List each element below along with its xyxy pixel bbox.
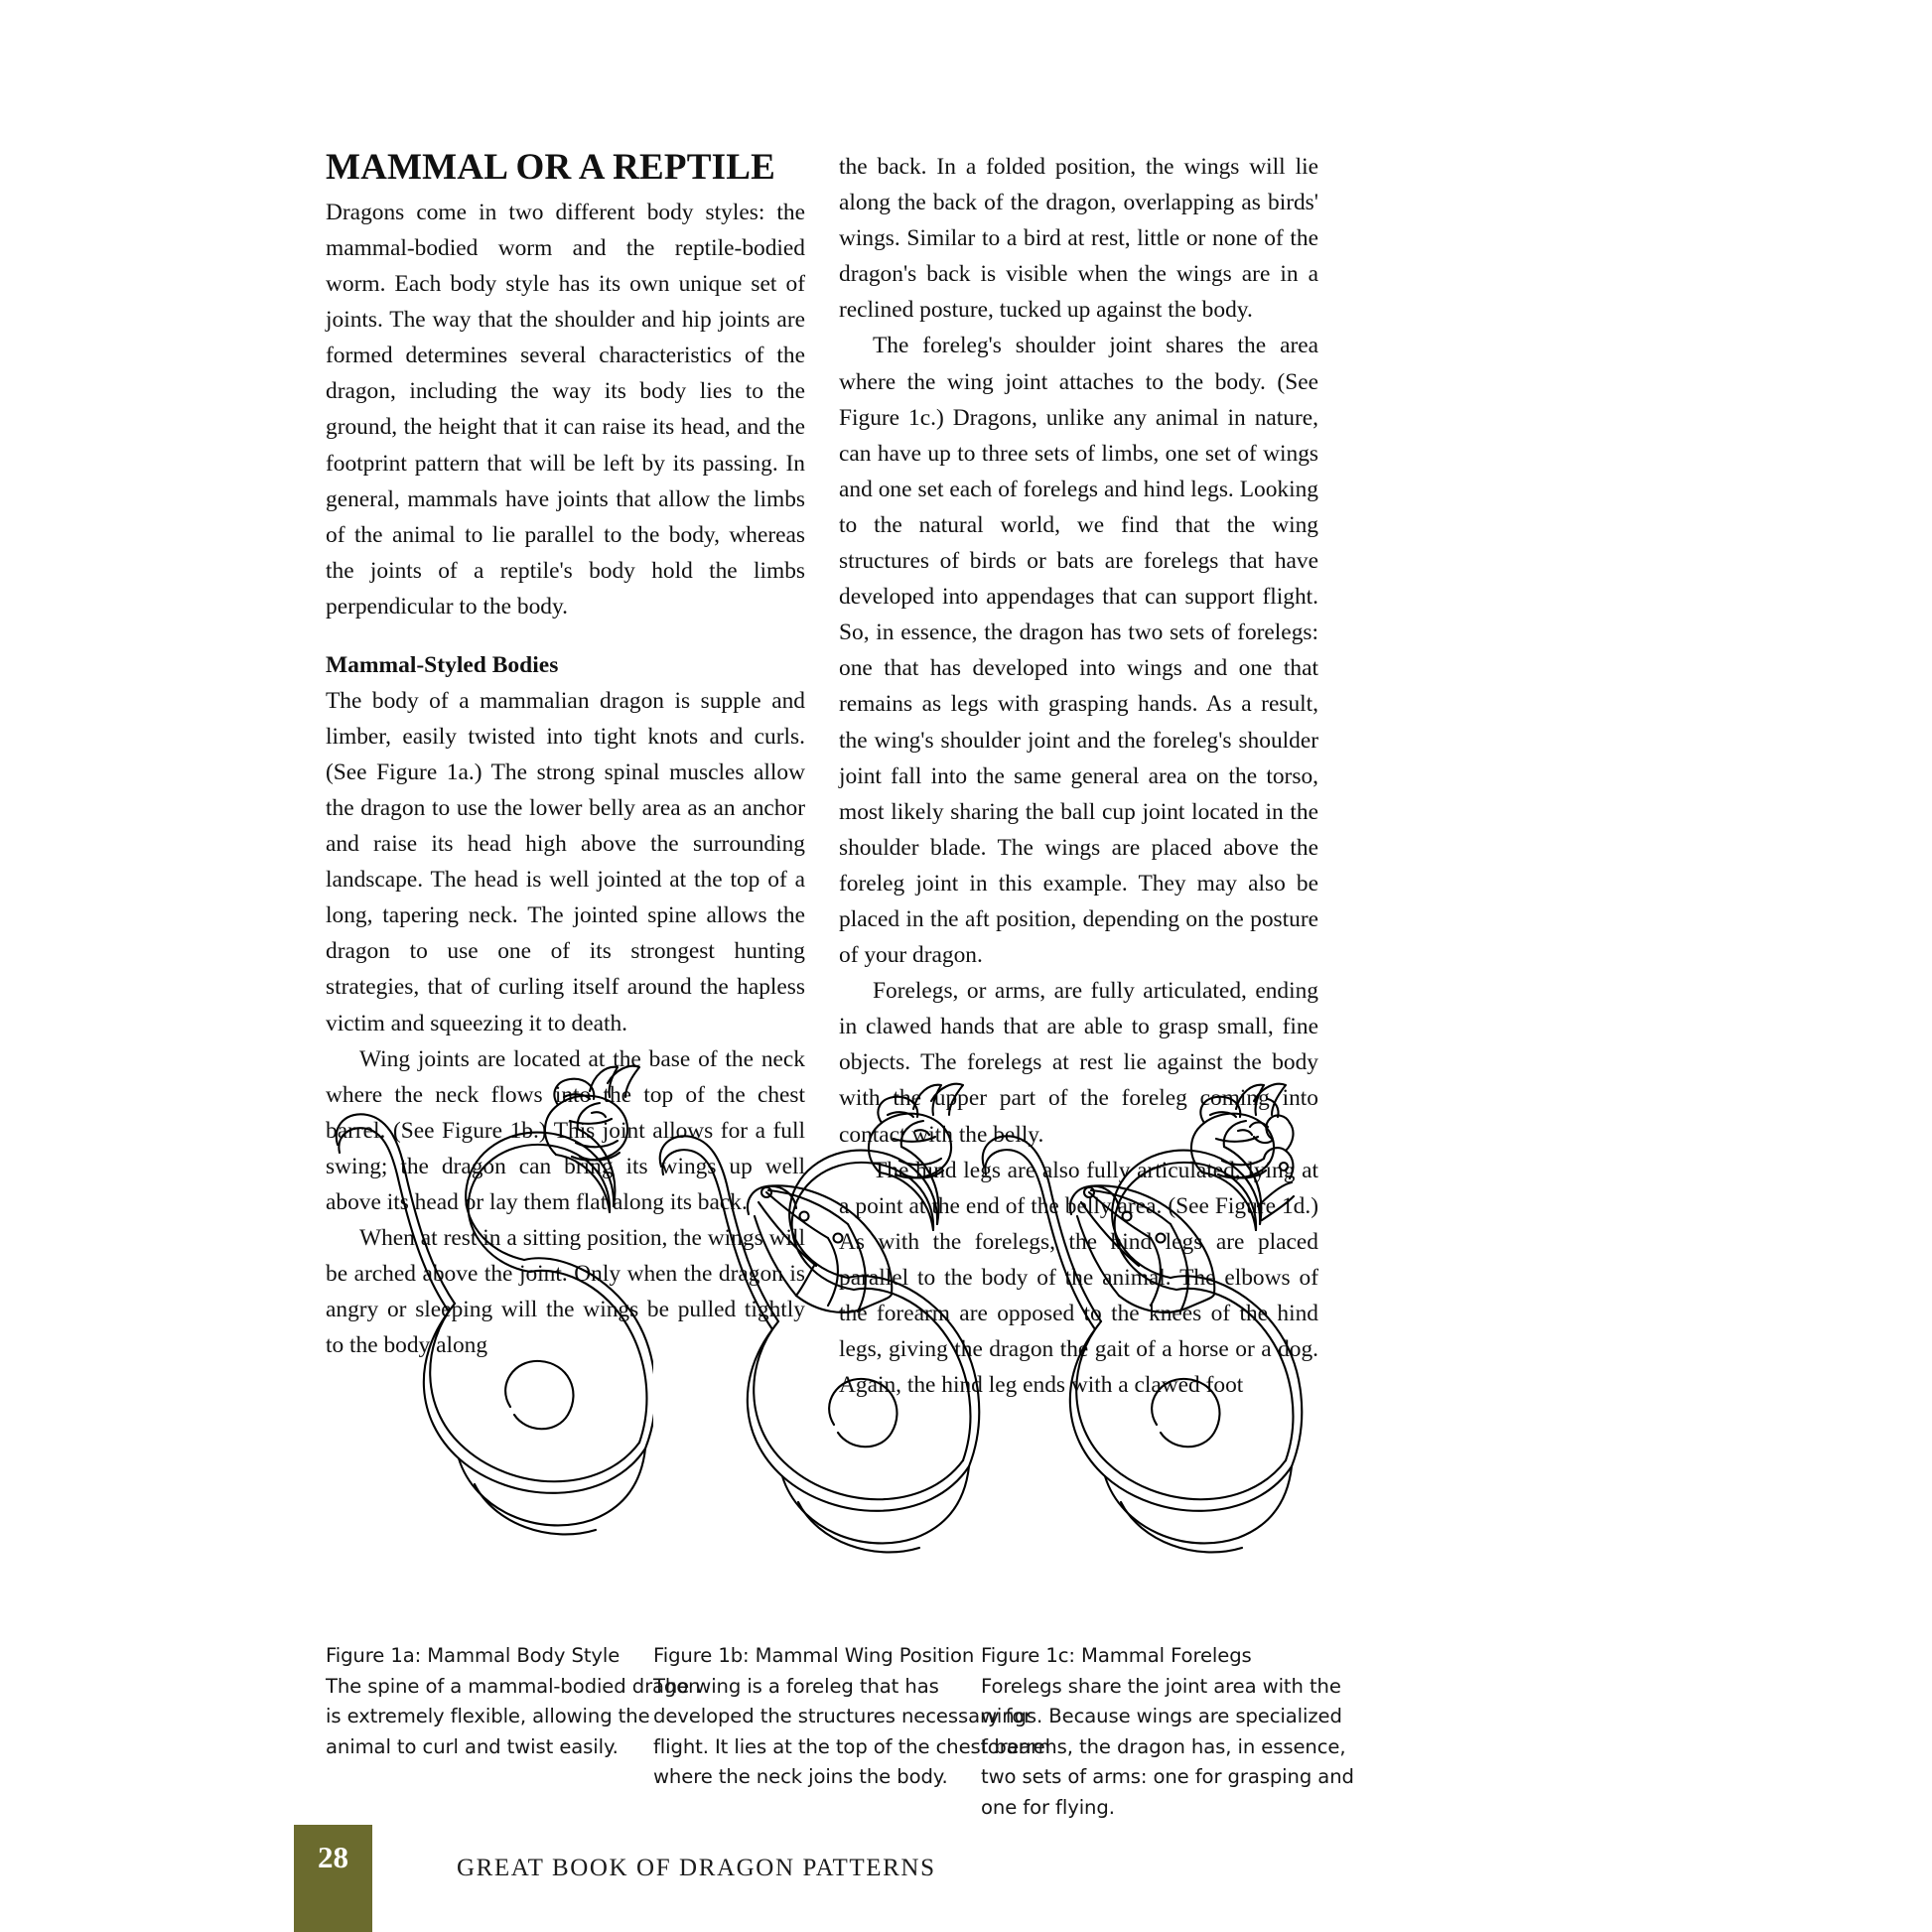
paragraph-right-3: Forelegs, or arms, are fully articulated, ending in clawed hands that are able to grasp small, fine objects. The forelegs at rest lie against the body with the upper part of the foreleg coming into contact with the belly. <box>839 978 1318 1148</box>
dragon-line-drawing-a <box>326 1018 653 1633</box>
dragon-line-drawing-b <box>653 1018 981 1633</box>
caption-figure-1c <box>981 1641 1354 1823</box>
footer-book-title: GREAT BOOK OF DRAGON PATTERNS <box>457 1855 936 1881</box>
figure-captions <box>326 1641 1354 1823</box>
caption-line: Figure 1a: Mammal Body Style <box>326 1644 621 1667</box>
figure-1c-illustration <box>976 1018 1304 1633</box>
caption-line: The wing is a foreleg that has <box>653 1674 939 1698</box>
caption-line: is extremely flexible, allowing the <box>326 1705 650 1727</box>
caption-figure-1a <box>326 1641 701 1823</box>
paragraph-left-1: Dragons come in two different body styles: the mammal-bodied worm and the reptile-bodied worm. Each body style has its own unique set of joints. The way that the shoulder and hip joints are formed determines several characteristics of the dragon, including the way its body lies to the ground, the height that it can raise its head, and the footprint pattern that will be left by its passing. In general, mammals have joints that allow the limbs of the animal to lie parallel to the body, whereas the joints of a reptile's body hold the limbs perpendicular to the body. <box>326 199 805 620</box>
paragraph-right-2: The foreleg's shoulder joint shares the area where the wing joint attaches to the body. (See Figure 1c.) Dragons, unlike any animal in nature, can have up to three sets of limbs, one set of wings and one set each of forelegs and hind legs. Looking to the natural world, we find that the wing structures of birds or bats are forelegs that have developed into appendages that can support flight. So, in essence, the dragon has two sets of forelegs: one that has developed into wings and one that remains as legs with grasping hands. As a result, the wing's shoulder joint and the foreleg's shoulder joint fall into the same general area on the torso, most likely sharing the ball cup joint located in the shoulder blade. The wings are placed above the foreleg joint in this example. They may also be placed in the aft position, depending on the posture of your dragon. <box>839 333 1318 969</box>
figure-1b-illustration <box>653 1018 981 1633</box>
caption-line: developed the structures necessary for <box>653 1705 1033 1727</box>
page-title: MAMMAL OR A REPTILE <box>326 147 775 188</box>
caption-line: one for flying. <box>981 1795 1115 1819</box>
caption-line: forearms, the dragon has, in essence, <box>981 1734 1346 1758</box>
caption-line: Figure 1c: Mammal Forelegs <box>981 1644 1252 1667</box>
paragraph-left-3: Wing joints are located at the base of the neck where the neck flows into the top of the chest barrel. (See Figure 1b.) This joint allows for a full swing; the dragon can bring its wings up well above its head or lay them flat along its back. <box>326 1045 805 1215</box>
dragon-line-drawing-c <box>976 1018 1304 1633</box>
caption-line: wings. Because wings are specialized <box>981 1705 1342 1727</box>
figure-row <box>326 1018 1318 1633</box>
caption-line: The spine of a mammal-bodied dragon <box>326 1674 701 1698</box>
page-number-badge <box>294 1825 372 1932</box>
figure-1a-illustration <box>326 1018 653 1633</box>
paragraph-left-4: When at rest in a sitting position, the wings will be arched above the joint. Only when the dragon is angry or sleeping will the wings be pulled tightly to the body along <box>326 1225 805 1359</box>
paragraph-right-1: the back. In a folded position, the wings will lie along the back of the dragon, overlapping as birds' wings. Similar to a bird at rest, little or none of the dragon's back is visible when the wings are in a reclined posture, tucked up against the body. <box>839 154 1318 324</box>
paragraph-right-4: The hind legs are also fully articulated, lying at a point at the end of the belly area. (See Figure 1d.) As with the forelegs, the hind legs are placed parallel to the body of the animal. The elbows of the forearm are opposed to the knees of the hind legs, giving the dragon the gait of a horse or a dog. Again, the hind leg ends with a clawed foot <box>839 1157 1318 1399</box>
caption-line: flight. It lies at the top of the chest barrel <box>653 1734 1051 1758</box>
paragraph-left-2: The body of a mammalian dragon is supple and limber, easily twisted into tight knots and curls. (See Figure 1a.) The strong spinal muscles allow the dragon to use the lower belly area as an anchor and raise its head high above the surrounding landscape. The head is well jointed at the top of a long, tapering neck. The jointed spine allows the dragon to use one of its strongest hunting strategies, that of curling itself around the hapless victim and squeezing it to death. <box>326 687 805 1036</box>
caption-line: where the neck joins the body. <box>653 1765 948 1788</box>
page-number: 28 <box>318 1839 348 1874</box>
caption-line: two sets of arms: one for grasping and <box>981 1765 1354 1788</box>
caption-line: Forelegs share the joint area with the <box>981 1674 1341 1698</box>
caption-line: animal to curl and twist easily. <box>326 1734 619 1758</box>
subheading-mammal-styled-bodies: Mammal-Styled Bodies <box>326 651 559 678</box>
caption-line: Figure 1b: Mammal Wing Position <box>653 1644 975 1667</box>
page-footer <box>0 1825 1932 1932</box>
